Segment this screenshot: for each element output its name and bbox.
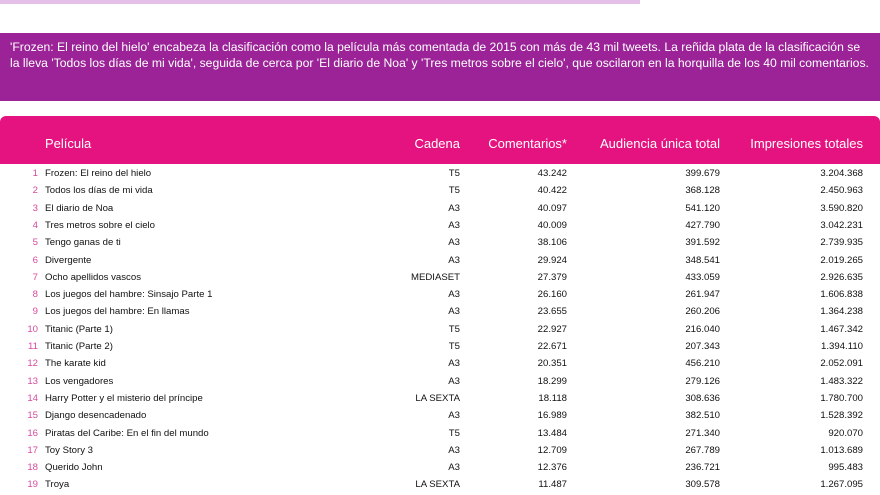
- row-channel: T5: [448, 427, 460, 439]
- row-audience: 267.789: [685, 444, 720, 456]
- row-impressions: 1.364.238: [820, 306, 863, 318]
- row-title: El diario de Noa: [45, 202, 114, 214]
- row-channel: MEDIASET: [410, 271, 460, 283]
- header-comentarios: Comentarios*: [488, 136, 567, 151]
- row-channel: T5: [448, 185, 460, 197]
- row-audience: 399.679: [685, 168, 720, 179]
- header-audiencia: Audiencia única total: [600, 136, 720, 151]
- row-title: Los juegos del hambre: Sinsajo Parte 1: [45, 289, 213, 301]
- row-rank: 2: [32, 185, 38, 197]
- table-row: [0, 286, 880, 303]
- row-rank: 15: [27, 410, 38, 422]
- row-impressions: 1.606.838: [820, 289, 863, 301]
- header-cadena: Cadena: [414, 136, 460, 151]
- table-row: [0, 476, 880, 493]
- row-channel: A3: [448, 237, 460, 249]
- row-impressions: 3.042.231: [820, 219, 863, 231]
- row-title: Titanic (Parte 2): [45, 341, 113, 352]
- row-rank: 5: [32, 237, 38, 249]
- row-comments: 11.487: [538, 479, 567, 491]
- row-channel: A3: [448, 358, 460, 370]
- row-title: Querido John: [45, 462, 103, 474]
- row-rank: 17: [27, 444, 38, 456]
- table-row: [0, 200, 880, 217]
- row-rank: 1: [32, 168, 38, 179]
- row-rank: 11: [28, 341, 38, 352]
- row-impressions: 1.483.322: [820, 375, 863, 387]
- row-rank: 16: [27, 427, 38, 439]
- row-rank: 6: [32, 254, 38, 266]
- row-channel: LA SEXTA: [415, 392, 460, 404]
- intro-text: 'Frozen: El reino del hielo' encabeza la clasificación como la película más comentada de 2015 con más de 43 mil tweets. La reñida plata de la clasificación se la lleva 'Todos los días de mi vida', seguida de cerca por 'El diario de Noa' y 'Tres metros sobre el cielo', que oscilaron en la horquilla de los 40 mil comentarios.: [10, 40, 869, 70]
- row-comments: 40.097: [537, 202, 567, 214]
- table-row: [0, 252, 880, 269]
- header-impresiones: Impresiones totales: [750, 136, 863, 151]
- row-audience: 236.721: [685, 462, 720, 474]
- row-impressions: 1.013.689: [820, 444, 863, 456]
- row-impressions: 2.052.091: [820, 358, 863, 370]
- row-impressions: 3.590.820: [820, 202, 863, 214]
- row-audience: 433.059: [685, 271, 720, 283]
- row-title: Piratas del Caribe: En el fin del mundo: [45, 427, 209, 439]
- row-audience: 279.126: [685, 375, 720, 387]
- row-audience: 261.947: [685, 289, 720, 301]
- row-impressions: 1.267.095: [820, 479, 863, 491]
- row-channel: A3: [448, 306, 460, 318]
- table-row: [0, 234, 880, 251]
- table-row: [0, 425, 880, 442]
- row-comments: 16.989: [537, 410, 567, 422]
- table-row: [0, 165, 880, 182]
- row-impressions: 3.204.368: [820, 168, 863, 179]
- intro-box: [0, 33, 880, 101]
- table-row: [0, 442, 880, 459]
- row-channel: A3: [448, 462, 460, 474]
- row-channel: A3: [448, 375, 460, 387]
- row-title: Tres metros sobre el cielo: [45, 219, 156, 231]
- row-impressions: 1.467.342: [820, 323, 863, 335]
- row-rank: 19: [27, 479, 38, 491]
- row-rank: 13: [27, 375, 38, 387]
- row-rank: 10: [27, 323, 38, 335]
- row-channel: A3: [448, 289, 460, 301]
- row-title: Tengo ganas de ti: [45, 237, 121, 249]
- row-audience: 456.210: [685, 358, 720, 370]
- row-comments: 18.118: [538, 392, 567, 404]
- row-rank: 4: [32, 219, 38, 231]
- row-comments: 20.351: [537, 358, 567, 370]
- row-title: Divergente: [45, 254, 92, 266]
- row-audience: 271.340: [685, 427, 720, 439]
- row-audience: 207.343: [685, 341, 720, 352]
- row-rank: 8: [32, 289, 38, 301]
- row-channel: A3: [448, 444, 460, 456]
- row-comments: 13.484: [537, 427, 567, 439]
- row-comments: 22.671: [537, 341, 567, 352]
- row-audience: 260.206: [685, 306, 720, 318]
- row-impressions: 2.019.265: [820, 254, 863, 266]
- table-row: [0, 459, 880, 476]
- table-row: [0, 390, 880, 407]
- row-comments: 26.160: [537, 289, 567, 301]
- row-comments: 40.009: [537, 219, 567, 231]
- row-comments: 43.242: [537, 168, 567, 179]
- row-title: Los juegos del hambre: En llamas: [45, 306, 190, 318]
- row-title: Troya: [45, 479, 70, 491]
- table-row: [0, 321, 880, 338]
- row-audience: 382.510: [685, 410, 720, 422]
- row-rank: 3: [32, 202, 38, 214]
- table-row: [0, 217, 880, 234]
- top-divider: [0, 0, 640, 4]
- row-impressions: 1.528.392: [820, 410, 863, 422]
- row-impressions: 995.483: [828, 462, 863, 474]
- row-channel: A3: [448, 410, 460, 422]
- row-comments: 40.422: [537, 185, 567, 197]
- row-audience: 427.790: [685, 219, 720, 231]
- table-row: [0, 355, 880, 372]
- row-audience: 308.636: [685, 392, 720, 404]
- row-title: Harry Potter y el misterio del príncipe: [45, 392, 203, 404]
- table-row: [0, 182, 880, 199]
- row-audience: 216.040: [685, 323, 720, 335]
- row-rank: 14: [27, 392, 38, 404]
- table-row: [0, 303, 880, 320]
- row-title: Ocho apellidos vascos: [45, 271, 141, 283]
- row-impressions: 920.070: [828, 427, 863, 439]
- row-title: Los vengadores: [45, 375, 114, 387]
- row-comments: 12.709: [537, 444, 567, 456]
- row-channel: T5: [448, 341, 460, 352]
- row-impressions: 2.926.635: [820, 271, 863, 283]
- row-comments: 22.927: [537, 323, 567, 335]
- row-rank: 12: [27, 358, 38, 370]
- row-comments: 27.379: [537, 271, 567, 283]
- row-title: Titanic (Parte 1): [45, 323, 113, 335]
- row-audience: 368.128: [685, 185, 720, 197]
- row-channel: T5: [448, 323, 460, 335]
- row-comments: 12.376: [537, 462, 567, 474]
- table-row: [0, 373, 880, 390]
- table-row: [0, 269, 880, 286]
- row-audience: 541.120: [685, 202, 720, 214]
- row-rank: 7: [32, 271, 38, 283]
- row-title: Frozen: El reino del hielo: [45, 168, 152, 179]
- row-channel: A3: [448, 254, 460, 266]
- row-audience: 391.592: [685, 237, 720, 249]
- row-impressions: 2.450.963: [820, 185, 863, 197]
- row-title: Toy Story 3: [45, 444, 93, 456]
- row-audience: 348.541: [685, 254, 720, 266]
- header-pelicula: Película: [45, 136, 92, 151]
- row-title: Todos los días de mi vida: [45, 185, 153, 197]
- row-channel: T5: [448, 168, 460, 179]
- row-impressions: 2.739.935: [820, 237, 863, 249]
- row-audience: 309.578: [685, 479, 720, 491]
- row-rank: 18: [27, 462, 38, 474]
- row-impressions: 1.394.110: [821, 341, 863, 352]
- row-impressions: 1.780.700: [820, 392, 863, 404]
- row-channel: LA SEXTA: [415, 479, 460, 491]
- row-comments: 38.106: [537, 237, 567, 249]
- row-title: The karate kid: [45, 358, 106, 370]
- row-channel: A3: [448, 219, 460, 231]
- row-channel: A3: [448, 202, 460, 214]
- row-rank: 9: [32, 306, 38, 318]
- row-title: Django desencadenado: [45, 410, 147, 422]
- row-comments: 23.655: [537, 306, 567, 318]
- table-row: [0, 407, 880, 424]
- table-row: [0, 338, 880, 355]
- row-comments: 29.924: [537, 254, 567, 266]
- row-comments: 18.299: [537, 375, 567, 387]
